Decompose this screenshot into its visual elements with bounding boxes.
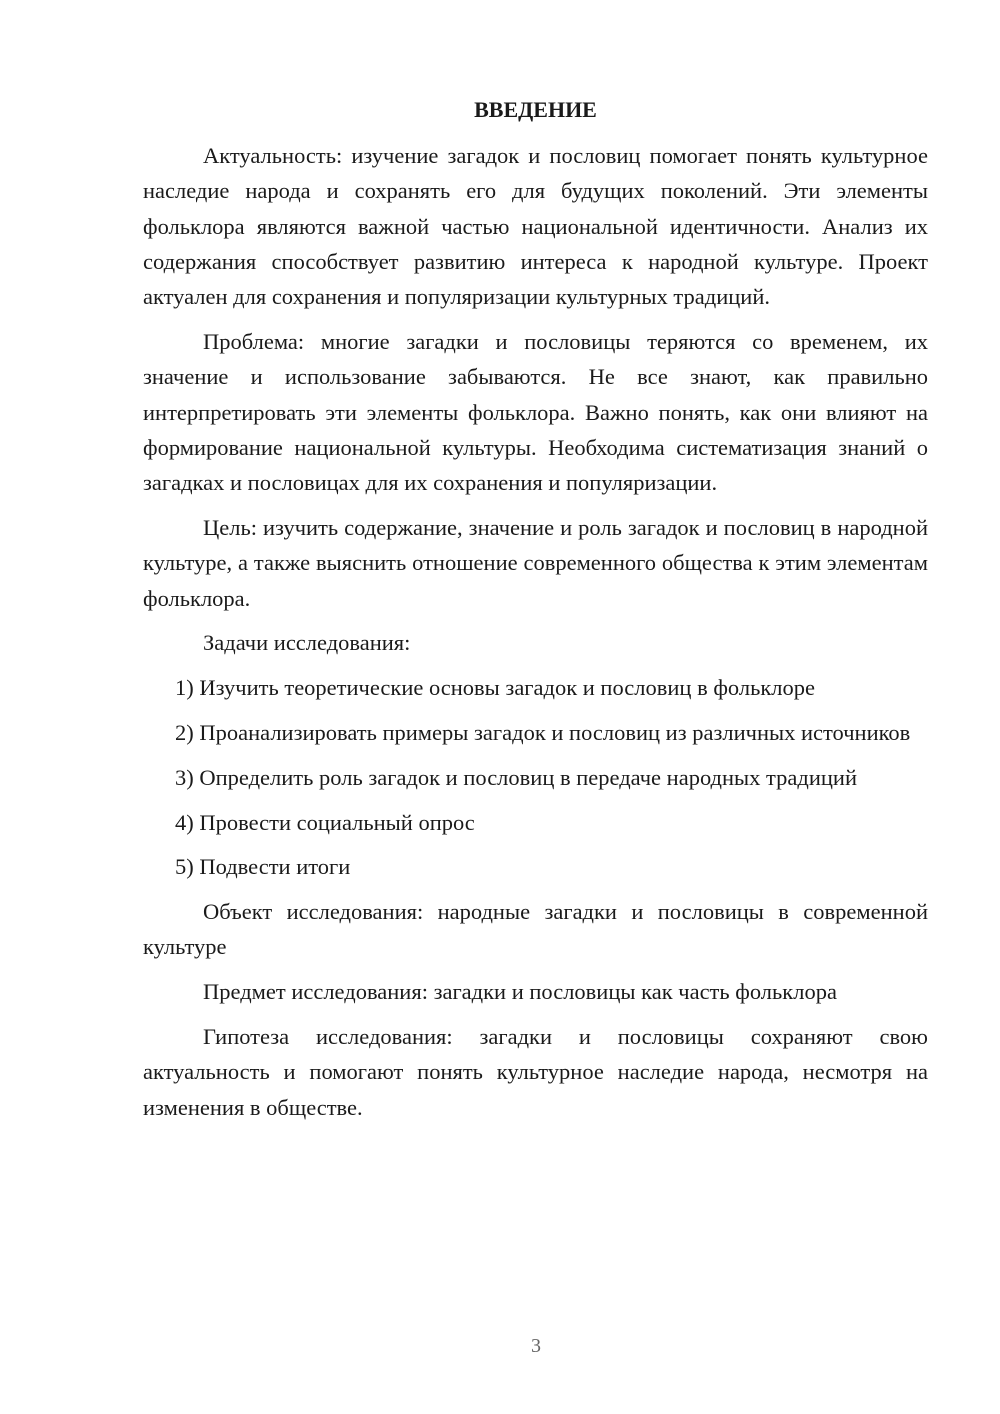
paragraph-object: Объект исследования: народные загадки и пословицы в современной культуре [143,899,928,960]
page-number: 3 [531,1335,541,1357]
paragraph-problem: Проблема: многие загадки и пословицы теряются со временем, их значение и использование забываются. Не все знают, как правильно интерпретировать эти элементы фольклора. Важно понять, как они влияют на формирование национальной культуры. Необходима систематизация знаний о загадках и пословицах для их сохранения и популяризации. [143,328,928,496]
section-title: ВВЕДЕНИЕ [474,97,597,122]
task-item-3: 3) Определить роль загадок и пословиц в передаче народных традиций [175,764,857,790]
document-page [143,94,928,1134]
task-item-1: 1) Изучить теоретические основы загадок и пословиц в фольклоре [175,675,815,701]
tasks-heading: Задачи исследования: [203,630,411,656]
paragraph-hypothesis: Гипотеза исследования: загадки и пословицы сохраняют свою актуальность и помогают понять культурное наследие народа, несмотря на изменения в обществе. [143,1024,928,1120]
paragraph-goal: Цель: изучить содержание, значение и роль загадок и пословиц в народной культуре, а также выяснить отношение современного общества к этим элементам фольклора. [143,514,928,611]
task-item-5: 5) Подвести итоги [175,854,351,880]
paragraph-relevance: Актуальность: изучение загадок и пословиц помогает понять культурное наследие народа и сохранять его для будущих поколений. Эти элементы фольклора являются важной частью национальной идентичности. Анализ их содержания способствует развитию интереса к народной культуре. Проект актуален для сохранения и популяризации культурных традиций. [143,143,928,310]
task-item-4: 4) Провести социальный опрос [175,809,475,835]
paragraph-subject: Предмет исследования: загадки и пословицы как часть фольклора [203,979,837,1005]
task-item-2: 2) Проанализировать примеры загадок и пословиц из различных источников [175,719,911,745]
